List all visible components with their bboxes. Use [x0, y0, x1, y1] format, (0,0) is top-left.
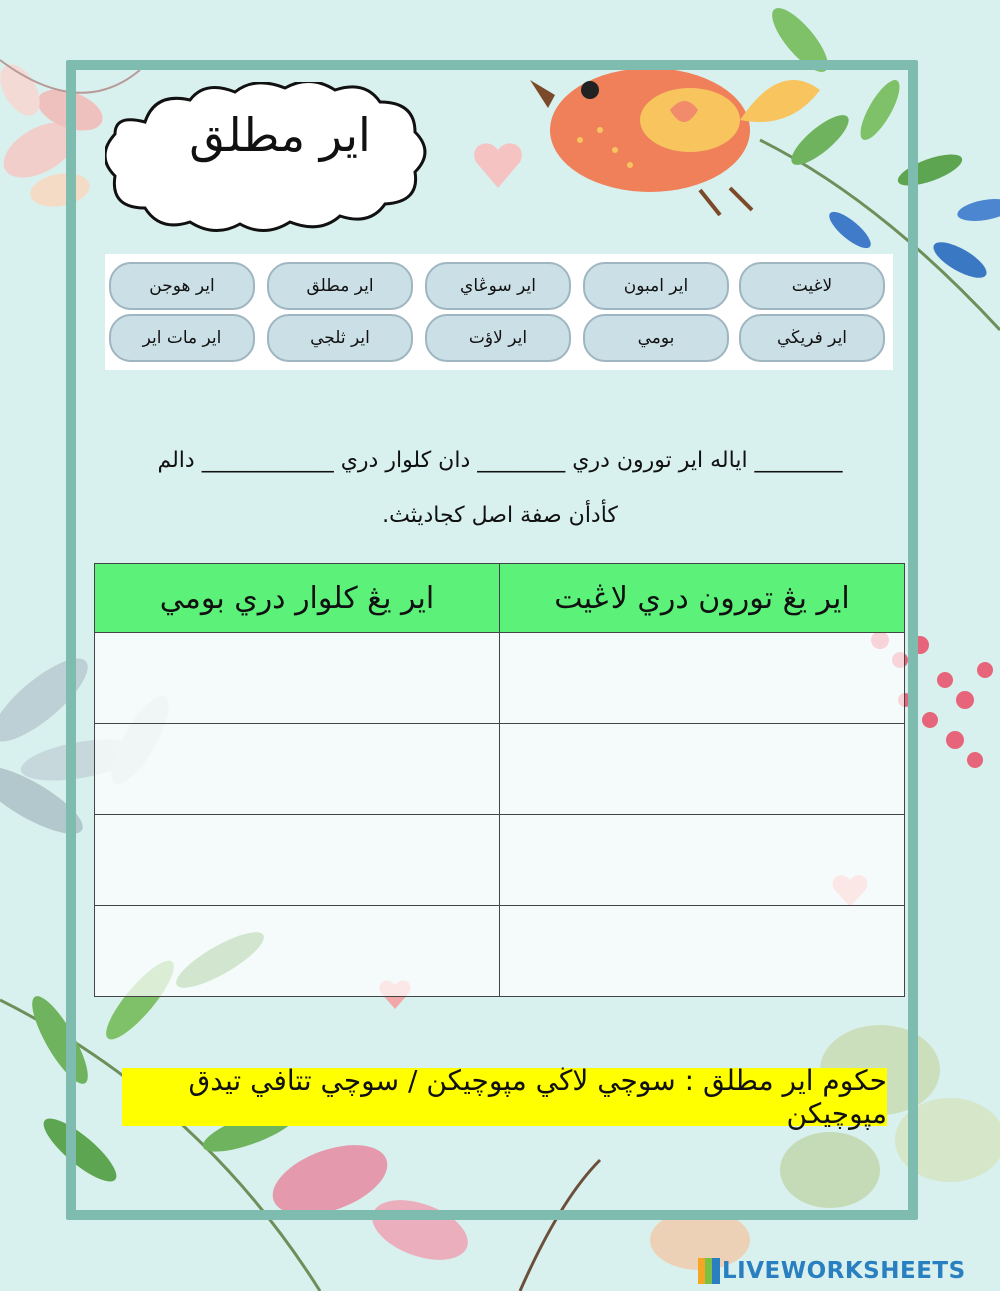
liveworksheets-badge-icon [698, 1258, 720, 1284]
answer-cell[interactable] [500, 724, 905, 815]
answer-cell[interactable] [500, 815, 905, 906]
table-header-ground: اير يڠ كلوار دري بومي [95, 564, 500, 633]
answer-cell[interactable] [500, 906, 905, 997]
answer-cell[interactable] [95, 724, 500, 815]
table-header-sky: اير يڠ تورون دري لاڠيت [500, 564, 905, 633]
word-chip[interactable]: اير سوڠاي [425, 262, 571, 310]
rule-highlight [122, 1064, 887, 1130]
rule-text: حكوم اير مطلق : سوچي لاڬي مپوچيكن / سوچي تتافي تيدق مپوچيكن [188, 1064, 887, 1130]
word-chip[interactable]: بومي [583, 314, 729, 362]
brand-name: LIVEWORKSHEETS [722, 1258, 966, 1284]
answer-cell[interactable] [95, 815, 500, 906]
word-chip[interactable]: اير ثلجي [267, 314, 413, 362]
brand-logo [698, 1256, 966, 1286]
answer-cell[interactable] [95, 906, 500, 997]
word-bank [105, 254, 893, 370]
word-chip[interactable]: اير امبون [583, 262, 729, 310]
sorting-table [94, 563, 905, 997]
fill-in-sentence[interactable]: ________ اياله اير تورون دري ________ دان كلوار دري ____________ دالم [157, 448, 843, 473]
answer-cell[interactable] [500, 633, 905, 724]
word-chip[interactable]: اير مات اير [109, 314, 255, 362]
fill-in-sentence-continued: كأدأن صفة اصل كجاديثث. [382, 503, 618, 528]
word-chip[interactable]: اير مطلق [267, 262, 413, 310]
word-chip[interactable]: اير لاؤت [425, 314, 571, 362]
word-chip[interactable]: لاغيت [739, 262, 885, 310]
answer-cell[interactable] [95, 633, 500, 724]
word-chip[interactable]: اير فريڬي [739, 314, 885, 362]
word-chip[interactable]: اير هوجن [109, 262, 255, 310]
page-title: اير مطلق [189, 108, 371, 162]
